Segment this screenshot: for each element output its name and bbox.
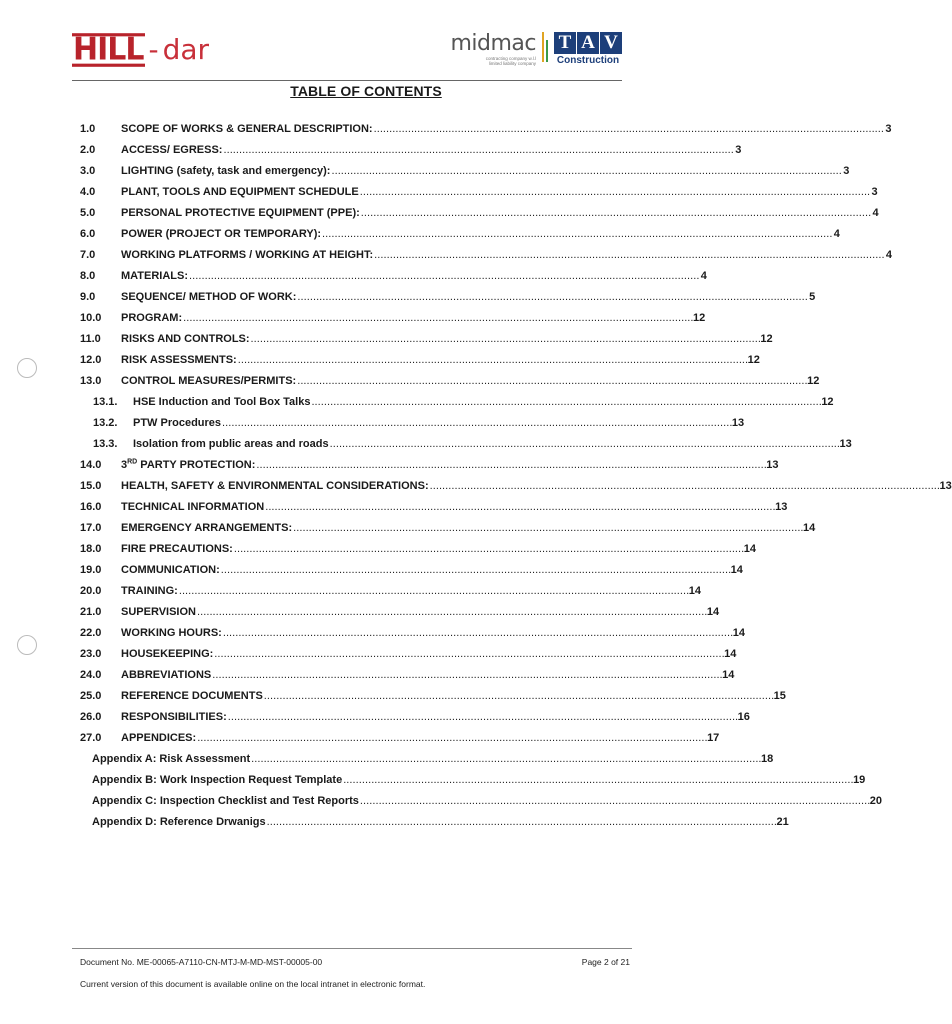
toc-entry-number: 2.0: [80, 143, 96, 156]
toc-entry[interactable]: [80, 811, 789, 832]
toc-entry-page: 14: [743, 542, 756, 555]
toc-dot-leader: [343, 774, 852, 786]
toc-entry[interactable]: [80, 160, 850, 181]
toc-entry-label: WORKING HOURS:: [121, 626, 222, 639]
toc-entry-label: TRAINING:: [121, 584, 178, 597]
toc-entry-page: 12: [747, 353, 760, 366]
toc-entry-number: 7.0: [80, 248, 96, 261]
toc-entry-page: 14: [730, 563, 743, 576]
toc-entry[interactable]: [80, 643, 737, 664]
toc-entry-number: 18.0: [80, 542, 102, 555]
tav-logo: [554, 32, 622, 68]
toc-entry-label: WORKING PLATFORMS / WORKING AT HEIGHT:: [121, 248, 374, 261]
toc-entry-number: 13.1.: [93, 395, 118, 408]
toc-entry-number: 12.0: [80, 353, 102, 366]
toc-entry-page: 14: [688, 584, 701, 597]
toc-entry-label: RESPONSIBILITIES:: [121, 710, 227, 723]
hill-dar-logo: [72, 32, 209, 68]
midmac-logo: [450, 32, 536, 66]
toc-dot-leader: [256, 459, 765, 471]
table-of-contents: [80, 118, 952, 832]
toc-entry-number: 6.0: [80, 227, 96, 240]
toc-dot-leader: [360, 795, 869, 807]
toc-entry-page: 4: [833, 227, 840, 240]
toc-entry-number: 24.0: [80, 668, 102, 681]
toc-dot-leader: [183, 312, 692, 324]
toc-entry-label: CONTROL MEASURES/PERMITS:: [121, 374, 297, 387]
toc-dot-leader: [331, 165, 840, 177]
tav-letter-v: V: [600, 32, 622, 54]
midmac-logo-text: midmac: [450, 31, 536, 56]
toc-entry-label: POWER (PROJECT OR TEMPORARY):: [121, 227, 322, 240]
header-divider: [72, 80, 622, 81]
midmac-subtitle-2: limited liability company: [488, 61, 536, 66]
toc-dot-leader: [251, 333, 760, 345]
toc-entry-number: 25.0: [80, 689, 102, 702]
toc-entry-label: LIGHTING (safety, task and emergency):: [121, 164, 331, 177]
toc-entry-page: 13: [766, 458, 779, 471]
toc-entry-label: REFERENCE DOCUMENTS: [121, 689, 263, 702]
toc-entry-number: 14.0: [80, 458, 102, 471]
toc-dot-leader: [330, 438, 839, 450]
toc-entry[interactable]: [80, 391, 834, 412]
toc-entry[interactable]: [80, 706, 750, 727]
document-number: Document No. ME-00065-A7110-CN-MTJ-M-MD-MST-00005-00: [80, 957, 323, 967]
toc-entry-label: Appendix B: Work Inspection Request Template: [92, 773, 343, 786]
tav-letter-a: A: [577, 32, 599, 54]
toc-entry-label: FIRE PRECAUTIONS:: [121, 542, 233, 555]
toc-dot-leader: [223, 627, 732, 639]
toc-dot-leader: [197, 732, 706, 744]
toc-entry-page: 3: [843, 164, 850, 177]
toc-entry-page: 12: [807, 374, 820, 387]
toc-entry-number: 21.0: [80, 605, 102, 618]
toc-entry-label: APPENDICES:: [121, 731, 197, 744]
midmac-subtitle-1: contracting company w.l.l: [485, 56, 536, 61]
toc-entry-page: 13: [731, 416, 745, 429]
toc-entry[interactable]: [80, 118, 892, 139]
toc-dot-leader: [221, 564, 730, 576]
toc-entry[interactable]: [80, 139, 742, 160]
toc-entry-number: 15.0: [80, 479, 102, 492]
toc-entry-page: 3: [735, 143, 742, 156]
toc-entry[interactable]: [80, 244, 893, 265]
toc-entry-number: 8.0: [80, 269, 96, 282]
toc-entry[interactable]: [80, 412, 745, 433]
midmac-tav-logo: [450, 32, 622, 78]
toc-entry-label: ABBREVIATIONS: [121, 668, 212, 681]
toc-dot-leader: [179, 585, 688, 597]
toc-entry-label: SEQUENCE/ METHOD OF WORK:: [121, 290, 297, 303]
tav-subtitle: Construction: [556, 55, 620, 66]
toc-entry[interactable]: [80, 559, 743, 580]
toc-dot-leader: [293, 522, 802, 534]
toc-entry[interactable]: [80, 202, 879, 223]
toc-dot-leader: [264, 690, 773, 702]
toc-entry[interactable]: [80, 790, 883, 811]
toc-dot-leader: [197, 606, 706, 618]
toc-entry-label: MATERIALS:: [121, 269, 189, 282]
toc-entry-page: 4: [700, 269, 707, 282]
toc-entry[interactable]: [80, 748, 774, 769]
toc-entry[interactable]: [80, 769, 866, 790]
toc-entry[interactable]: [80, 181, 878, 202]
toc-entry-label: RISK ASSESSMENTS:: [121, 353, 237, 366]
toc-entry-number: 23.0: [80, 647, 102, 660]
toc-entry-label: SUPERVISION: [121, 605, 196, 618]
toc-entry[interactable]: [80, 433, 852, 454]
toc-entry-number: 4.0: [80, 185, 96, 198]
toc-entry-label: Appendix D: Reference Drwanigs: [92, 815, 266, 828]
toc-entry[interactable]: [80, 580, 701, 601]
toc-entry-number: 5.0: [80, 206, 96, 219]
toc-dot-leader: [267, 816, 776, 828]
toc-entry[interactable]: [80, 223, 840, 244]
toc-entry-page: 4: [885, 248, 893, 261]
toc-entry-number: 26.0: [80, 710, 102, 723]
toc-dot-leader: [311, 396, 820, 408]
toc-dot-leader: [238, 354, 747, 366]
toc-entry-label: RISKS AND CONTROLS:: [121, 332, 250, 345]
toc-entry[interactable]: [80, 622, 745, 643]
toc-dot-leader: [212, 669, 721, 681]
toc-entry-page: 15: [773, 689, 786, 702]
page-number: Page 2 of 21: [581, 957, 630, 967]
toc-entry[interactable]: [80, 601, 720, 622]
toc-entry-label: PTW Procedures: [133, 416, 222, 429]
toc-entry-page: 14: [803, 521, 816, 534]
toc-entry-page: 12: [692, 311, 706, 324]
toc-entry[interactable]: [80, 265, 707, 286]
toc-dot-leader: [189, 270, 698, 282]
toc-entry-label: ACCESS/ EGRESS:: [121, 143, 223, 156]
toc-entry-label-text: PARTY PROTECTION:: [137, 458, 256, 471]
toc-dot-leader: [374, 249, 883, 261]
toc-entry-number: 10.0: [80, 311, 102, 324]
toc-entry-number: 13.0: [80, 374, 102, 387]
toc-entry-page: 12: [821, 395, 834, 408]
toc-entry-number: 17.0: [80, 521, 102, 534]
toc-entry-label: Appendix A: Risk Assessment: [92, 752, 251, 765]
toc-entry[interactable]: [80, 349, 760, 370]
toc-entry-number: 19.0: [80, 563, 102, 576]
hill-logo-text: HILL: [73, 31, 144, 68]
toc-entry-page: 17: [707, 731, 720, 744]
toc-entry-label: [121, 459, 255, 471]
toc-entry-page: 4: [872, 206, 879, 219]
toc-entry-page: 18: [761, 752, 774, 765]
toc-entry-label: HOUSEKEEPING:: [121, 647, 214, 660]
toc-dot-leader: [222, 417, 731, 429]
toc-entry-page: 14: [732, 626, 745, 639]
toc-entry-label: Isolation from public areas and roads: [133, 437, 329, 450]
toc-entry-page: 14: [722, 668, 735, 681]
toc-entry[interactable]: [80, 454, 779, 475]
toc-entry-label: HSE Induction and Tool Box Talks: [133, 395, 311, 408]
toc-entry[interactable]: [80, 538, 756, 559]
toc-entry-label: COMMUNICATION:: [121, 563, 220, 576]
toc-entry-label: EMERGENCY ARRANGEMENTS:: [121, 521, 293, 534]
toc-entry-number: 11.0: [80, 332, 101, 345]
toc-entry[interactable]: [80, 370, 820, 391]
toc-entry-label: TECHNICAL INFORMATION: [121, 500, 265, 513]
punch-hole-icon: [17, 635, 37, 655]
toc-dot-leader: [297, 291, 806, 303]
toc-entry-label-superscript: RD: [127, 457, 138, 465]
tav-letter-t: T: [554, 32, 576, 54]
toc-dot-leader: [360, 186, 869, 198]
toc-dot-leader: [297, 375, 806, 387]
toc-dot-leader: [265, 501, 774, 513]
dar-logo-text: dar: [162, 33, 210, 66]
toc-entry[interactable]: [80, 517, 816, 538]
toc-entry-number: 9.0: [80, 290, 96, 303]
toc-entry[interactable]: [80, 664, 735, 685]
toc-entry-page: 14: [706, 605, 720, 618]
toc-entry-number: 1.0: [80, 122, 96, 135]
dar-logo-dash: -: [148, 33, 159, 66]
toc-entry-page: 20: [869, 794, 883, 807]
toc-entry-number: 22.0: [80, 626, 102, 639]
toc-entry-label: HEALTH, SAFETY & ENVIRONMENTAL CONSIDERATIONS:: [121, 479, 429, 492]
toc-entry-label-prefix: 3: [121, 458, 128, 471]
toc-dot-leader: [430, 480, 939, 492]
toc-entry-page: 3: [871, 185, 878, 198]
toc-dot-leader: [228, 711, 737, 723]
toc-dot-leader: [361, 207, 870, 219]
toc-dot-leader: [234, 543, 743, 555]
toc-entry-page: 3: [885, 122, 892, 135]
toc-entry[interactable]: [80, 727, 720, 748]
punch-hole-icon: [17, 358, 37, 378]
toc-entry-label: Appendix C: Inspection Checklist and Test Reports: [92, 794, 359, 807]
toc-entry[interactable]: [80, 307, 706, 328]
toc-entry-label: PLANT, TOOLS AND EQUIPMENT SCHEDULE: [121, 185, 359, 198]
footer-divider: [72, 948, 632, 949]
toc-entry-page: 13: [939, 479, 952, 492]
toc-entry[interactable]: [80, 328, 773, 349]
toc-dot-leader: [223, 144, 732, 156]
toc-entry[interactable]: [80, 475, 952, 496]
toc-entry-page: 19: [853, 773, 866, 786]
toc-entry-label: PROGRAM:: [121, 311, 183, 324]
toc-dot-leader: [322, 228, 831, 240]
toc-entry-number: 13.2.: [93, 416, 118, 429]
toc-entry-page: 5: [809, 290, 816, 303]
toc-entry-number: 20.0: [80, 584, 102, 597]
page-header: [72, 26, 622, 82]
toc-dot-leader: [251, 753, 760, 765]
toc-dot-leader: [374, 123, 883, 135]
toc-entry[interactable]: [80, 685, 786, 706]
toc-entry-page: 13: [839, 437, 852, 450]
version-note: Current version of this document is available online on the local intranet in electronic format.: [80, 979, 426, 989]
toc-entry-label: SCOPE OF WORKS & GENERAL DESCRIPTION:: [121, 122, 373, 135]
toc-entry-page: 12: [760, 332, 773, 345]
toc-entry-label: PERSONAL PROTECTIVE EQUIPMENT (PPE):: [121, 206, 360, 219]
toc-entry-number: 16.0: [80, 500, 102, 513]
toc-entry[interactable]: [80, 496, 788, 517]
logo-color-bars-icon: [542, 32, 548, 62]
toc-entry-number: 13.3.: [93, 437, 118, 450]
toc-entry-page: 13: [775, 500, 788, 513]
toc-entry-page: 21: [776, 815, 789, 828]
toc-dot-leader: [214, 648, 723, 660]
toc-entry-number: 3.0: [80, 164, 96, 177]
toc-entry[interactable]: [80, 286, 816, 307]
toc-entry-page: 14: [724, 647, 737, 660]
toc-entry-page: 16: [737, 710, 750, 723]
toc-entry-number: 27.0: [80, 731, 102, 744]
page-title: TABLE OF CONTENTS: [290, 83, 442, 99]
